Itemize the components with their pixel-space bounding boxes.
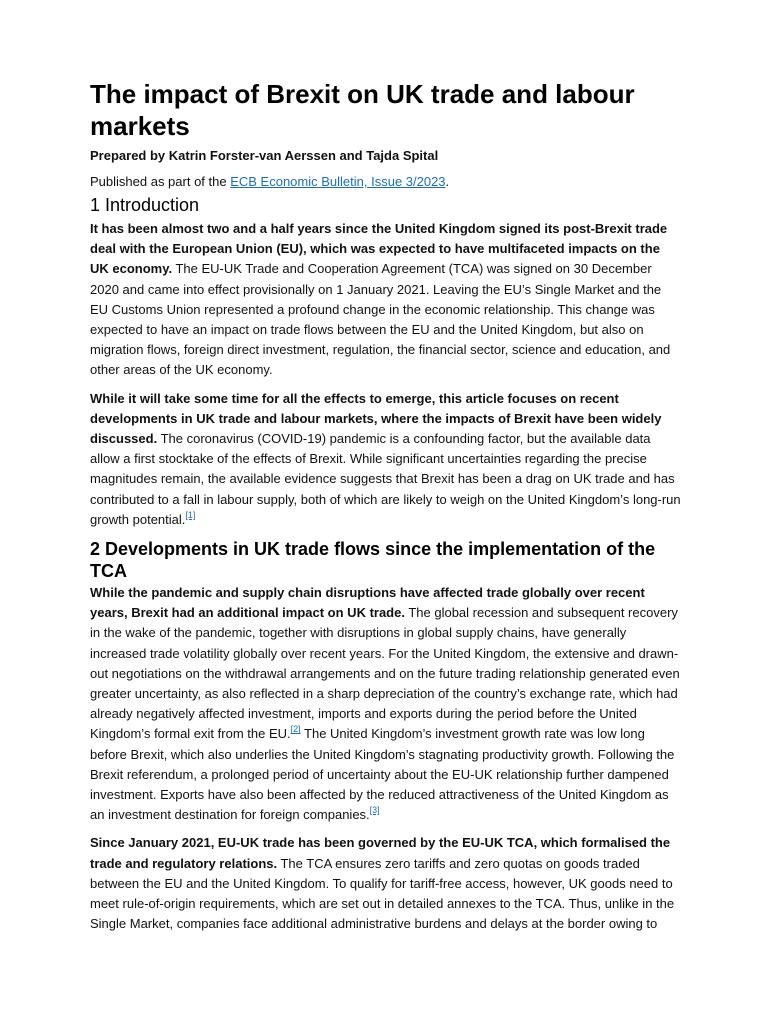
paragraph xyxy=(90,219,682,381)
paragraph-lead: Since January 2021, EU-UK trade has been governed by the EU-UK TCA, which formalised the trade and regulatory relations. xyxy=(90,835,671,871)
paragraph-text: The TCA ensures zero tariffs and zero quotas on goods traded between the EU and the United Kingdom. To qualify for tariff-free access, however, UK goods need to meet rule-of-origin requirements, which are set out in detailed annexes to the TCA. Thus, unlike in the Single Market, companies face additional administrative burdens and delays at the border owing to xyxy=(90,855,675,932)
article-title: The impact of Brexit on UK trade and labour markets xyxy=(90,79,635,141)
paragraph xyxy=(90,583,682,825)
footnote-link-3[interactable]: [3] xyxy=(369,805,380,816)
publication-suffix: . xyxy=(445,174,450,189)
footnote-ref xyxy=(185,510,195,520)
bulletin-link[interactable]: ECB Economic Bulletin, Issue 3/2023 xyxy=(230,174,446,189)
paragraph-lead: While it will take some time for all the effects to emerge, this article focuses on recent developments in UK trade and labour markets, where the impacts of Brexit have been widely discussed. xyxy=(90,390,662,447)
paragraph-text: The United Kingdom’s investment growth rate was low long before Brexit, which also underlies the United Kingdom’s stagnating productivity growth. Following the Brexit referendum, a prolonged period of uncertainty about the EU-UK relationship further dampened investment. Exports have also been affected by the reduced attractiveness of the United Kingdom as an investment destination for foreign companies. xyxy=(90,726,675,823)
footnote-ref xyxy=(291,724,301,734)
publication-line xyxy=(90,172,682,192)
footnote-link-1[interactable]: [1] xyxy=(185,509,196,520)
paragraph xyxy=(90,833,682,934)
article xyxy=(90,78,682,943)
footnote-ref xyxy=(370,805,380,815)
footnote-link-2[interactable]: [2] xyxy=(290,724,301,735)
section-heading-trade-flows: 2 Developments in UK trade flows since the implementation of the TCA xyxy=(90,539,656,582)
section-heading-introduction: 1 Introduction xyxy=(90,195,200,215)
paragraph-text: The EU-UK Trade and Cooperation Agreement (TCA) was signed on 30 December 2020 and came into effect provisionally on 1 January 2021. Leaving the EU’s Single Market and the EU Customs Union represented a profound change in the economic relationship. This change was expected to have an impact on trade flows between the EU and the United Kingdom, but also on migration flows, foreign direct investment, regulation, the financial sector, science and education, and other areas of the UK economy. xyxy=(90,261,671,378)
paragraph xyxy=(90,389,682,530)
publication-prefix: Published as part of the xyxy=(90,174,231,189)
paragraph-lead: It has been almost two and a half years since the United Kingdom signed its post-Brexit trade deal with the European Union (EU), which was expected to have multifaceted impacts on the UK economy. xyxy=(90,221,668,277)
author-byline: Prepared by Katrin Forster-van Aerssen and Tajda Spital xyxy=(90,148,439,163)
paragraph-lead: While the pandemic and supply chain disruptions have affected trade globally over recent years, Brexit had an additional impact on UK trade. xyxy=(90,585,645,621)
paragraph-text: The coronavirus (COVID-19) pandemic is a confounding factor, but the available data allow a first stocktake of the effects of Brexit. While significant uncertainties regarding the precise magnitudes remain, the available evidence suggests that Brexit has been a drag on UK trade and has contributed to a fall in labour supply, both of which are likely to weigh on the United Kingdom’s long-run growth potential. xyxy=(90,431,681,527)
paragraph-text: The global recession and subsequent recovery in the wake of the pandemic, together with disruptions in global supply chains, have generally increased trade volatility globally over recent years. For the United Kingdom, the extensive and drawn-out negotiations on the withdrawal arrangements and on the future trading relationship generated even greater uncertainty, as also reflected in a sharp depreciation of the country’s exchange rate, which had already negatively affected investment, imports and exports during the period before the United Kingdom’s formal exit from the EU. xyxy=(90,605,680,742)
